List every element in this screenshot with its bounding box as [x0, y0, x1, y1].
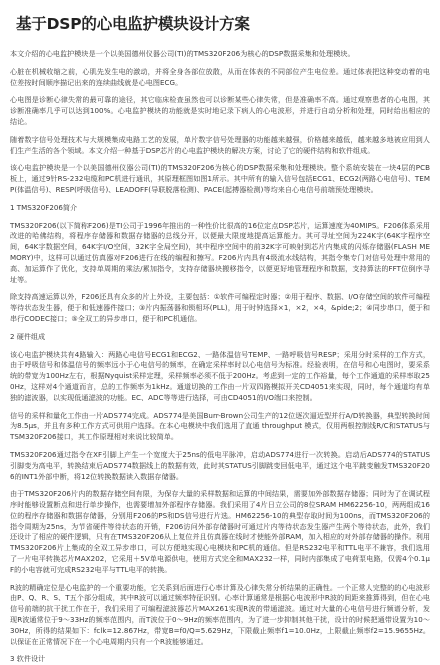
paragraph: 本文介绍的心电监护模块是一个以美国德州仪器公司(TI)的TMS320F206为核心的DSP数据采集和处理模块。	[10, 49, 355, 58]
paragraph: 该心电监护模块共有4路输入：两路心电信号ECG1和ECG2、一路体温信号TEMP、一路呼吸信号RESP；采用分时采样的工作方式，由于呼吸信号和体温信号的频率远小于心电信号的频率，在确定采样率时以心电信号为标准。经验表明，在信号和心电图时，要采系统的带宽为100Hz左右，根据Nyquist采样定理，采样频率必须不低于200Hz。考虑到一定的工作裕量，每个工作通道的采样率取250Hz，这样对4个通道而言，总的工作频率为1kHz。通道切换的工作由一片双四路模拟开关CD4051来实现，同时，每个通道均有单独的滤波器，以实现低通滤波的功能。EC、ADC等等进行选择，可由CD4051的I/O端口来控制。	[10, 349, 430, 402]
paragraph: 随着数字信号处理技术与大规模集成电路工艺的发展，单片数字信号处理器的功能越来越强，价格越来越低，越来越多地被应用到人们生产生活的各个领域。本文介绍一种基于DSP芯片的心电监护模块的解决方案，讨论了它的硬件结构和软件组成。	[10, 134, 430, 155]
paragraph: 信号的采样和量化工作由一片ADS774完成。ADS774是美国Burr-Brown公司生产的12位逐次逼近型并行A/D转换器，典型转换时间为8.5μs，并且有多种工作方式可供用户选择。在本心电模块中我们选用了直通 throughput 模式，仅用两根控制线R/C和STATUS与TSM320F206接口，其工作原理相对来说比较简单。	[10, 410, 430, 442]
paragraph: 由于TMS320F206片内的数据存储空间有限，为保存大量的采样数据和运算的中间结果，需要加外部数据存储器；同时为了在调试程序时能够设置断点和进行单步操作，也需要增加外部程序存储器。我们采用了4片日立公司的8位SRAM HM62256-10，两两组成16位的程序存储器和数据存储器，分别用F206的PS和DS信号进行片选。HM62256-10的典型存取时间为100ns，而TMS320F206的指令周期为25ns，为节省硬件等待状态的开销，F206访问外部存储器时可通过片内等待状态发生器产生两个等待状态，此外，我们还设计了相应的硬件逻辑，只有在TMS320F206从上复位并且仿真器在线时才使能外部RAM，加入相应的对外部存储器的操作。利用TMS320F206片上集成的全双工异步串口，可以方便地实现心电模块和PC机的通信。但是RS232电平和TTL电平不兼容，我们选用了一片电平转换芯片MAX202，它采用＋5V单电源供电，使用方式完全和MAX232一样，同时内部集成了电荷泵电路，仅需4个0.1μF的小电容就可完成RS232电平与TTL电平的转换。	[10, 489, 430, 574]
paragraph: 心电图是诊断心律失常的最可靠的途径，其它临床检查虽然也可以诊断某些心律失常，但是准确率不高。通过观察患者的心电图，其诊断准确率几乎可以达到100%。心电监护模块的功能就是实时地记录下病人的心电波形，并进行自动分析和处理，同时给出相应的结论。	[10, 95, 430, 126]
page-title: 基于DSP的心电监护模块设计方案	[16, 15, 250, 33]
paragraph: TMS320F206(以下简称F206)是TI公司于1996年推出的一种性价比很高的16位定点DSP芯片，运算速度为40MIPS。F206体系采用改进的哈佛结构，将程序存储器和数据存储器的总线分开，以便最大限度地提高运算能力。其可寻址空间为224K字(64K字程序空间，64K字数据空间，64K字I/O空间，32K字全局空间)，其中程序空间中的前32K字可映射到芯片内集成的闪烁存储器(FLASH MEMORY)中，这样可以通过仿真器对F206进行在线的编程和擦写。F206片内具有4级流水线结构，其指令集专门对信号处理中常用的高、加运算作了优化，支持单周期的乘法/累加指令，支持存储器块搬移指令，以便更好地管理程序和数据，支持算法的FFT位倒序寻址等。	[10, 220, 430, 284]
paragraph: 心脏在机械收缩之前，心肌先发生电的激动，并将全身各部位放散，从而在体表的不同部位产生电位差。通过体表把这种变动着的电位差按时间顺序描记出来的连续曲线就是心电图ECG。	[10, 66, 430, 87]
paragraph: 该心电监护模块是一个以美国德州仪器公司(TI)的TMS320F206为核心的DSP数据采集和处理模块。整个系统安装在一块4层的PCB板上，通过9针RS-232电缆和PC机进行通讯，其原理框图如图1所示。其中所有的输入信号包括ECG1、ECG2(两路心电信号)、TEMP(体温信号)、RESP(呼吸信号)、LEADOFF(导联脱落检测)、PACE(起搏器检测)等均来自心电信号前端预处理模块。	[10, 163, 430, 194]
paragraph: 除支持高速运算以外，F206还具有众多的片上外设，主要包括：①软件可编程定时器；②用于程序、数据、I/O存储空间的软件可编程等待状态发生器，便于和低速器件接口；③片内振荡器和锁相环(PLL)，用于时钟选择×1，×2，×4，&pide;2；④同步串口，便于和串行CODEC接口；⑤全双工的异步串口，便于和PC机通信。	[10, 292, 430, 323]
article-body	[10, 49, 430, 665]
paragraph: TMS320F206通过指令在XF引脚上产生一个宽度大于25ns的低电平脉冲，启动ADS774进行一次转换。启动后ADS774的STATUS引脚变为高电平，转换结束后ADS774数据线上的数据有效，此时其STATUS引脚跳变回低电平，通过这个电平跳变触发TMS320F206的INT1外部中断，将12位转换数据读入数据存储器。	[10, 449, 430, 481]
paragraph: R波的精确定位是心电监护的一个重要功能，它关系到后面进行心率计算及心律失常分析结果的正确性。一个正常人完整的的心电波形由P、Q、R、S、T五个部分组成，其中R波可以通过频率特征识别。心率计算通常是根据心电波形中R波的间距来推算得到，但在心电信号前端的抗干扰工作在于，我们采用了可编程滤波器芯片MAX261实现R波的带通滤波。通过对大量的心电信号进行频谱分析，发现R波通常位于9～33Hz的频率范围内，而T波位于0～9Hz的频率范围内，为了进一步抑制其他干扰，设计的时候把通带设置为10～30Hz，所得的结果如下：fclk=12.867Hz，带宽B=f0/Q=5.629Hz，下限截止频率f1=10.0Hz，上限截止频率f2=15.9655Hz。以保证在正常情况下在一个心电周期内只有一个R波能够通过。	[10, 582, 430, 646]
section-heading: 2 硬件组成	[10, 331, 46, 341]
section-heading: 3 软件设计	[10, 654, 46, 664]
section-heading: 1 TMS320F206简介	[10, 202, 78, 212]
